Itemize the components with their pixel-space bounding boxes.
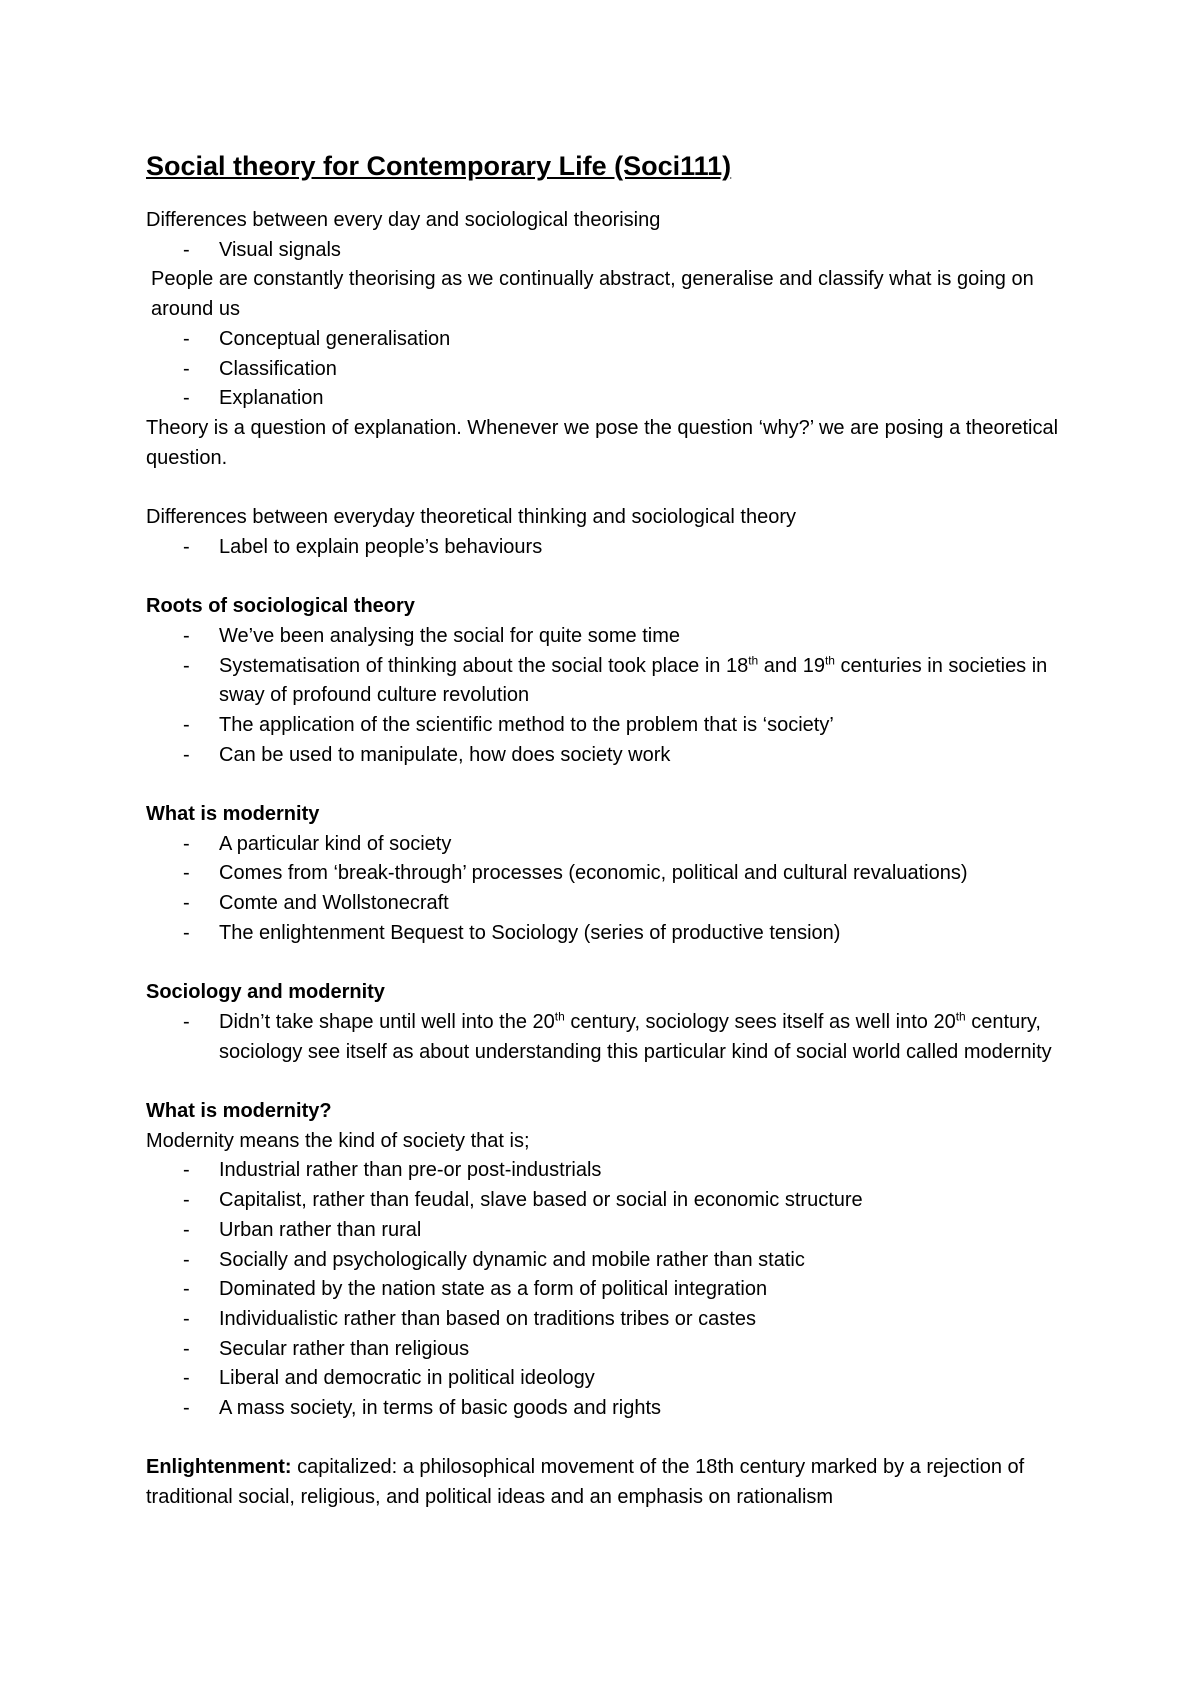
list-item: - Liberal and democratic in political ideology <box>146 1364 1076 1394</box>
section-sociology-and-modernity <box>146 978 1076 1067</box>
section-heading: Differences between every day and sociological theorising <box>146 209 661 231</box>
list-item: - Explanation <box>146 384 1076 414</box>
definition-text: capitalized: a philosophical movement of the 18th century marked by a rejection of traditional social, religious, and political ideas and an emphasis on rationalism <box>146 1456 1025 1509</box>
paragraph: Modernity means the kind of society that is; <box>146 1129 530 1152</box>
list-item: - Comes from ‘break-through’ processes (economic, political and cultural revaluations) <box>146 859 1076 889</box>
list-item: - Classification <box>146 355 1076 385</box>
definition-paragraph <box>146 1453 1076 1512</box>
list-item: - Individualistic rather than based on traditions tribes or castes <box>146 1305 1076 1335</box>
section-heading: Roots of sociological theory <box>146 595 415 618</box>
superscript: th <box>824 652 835 667</box>
list-item: - We’ve been analysing the social for quite some time <box>146 622 1076 652</box>
list-item: - A mass society, in terms of basic goods and rights <box>146 1394 1076 1424</box>
section-everyday-theoretical-thinking <box>146 503 1076 562</box>
section-heading: What is modernity <box>146 803 320 826</box>
text-run: century, sociology see itself as about understanding this particular kind of social world called modernity <box>219 1010 1052 1063</box>
list-item: - Industrial rather than pre-or post-industrials <box>146 1156 1076 1186</box>
text-run: Systematisation of thinking about the social took place in 18 <box>219 654 749 677</box>
superscript: th <box>554 1009 565 1024</box>
superscript: th <box>955 1009 966 1024</box>
list-item: - Capitalist, rather than feudal, slave based or social in economic structure <box>146 1186 1076 1216</box>
list-item: - The application of the scientific method to the problem that is ‘society’ <box>146 711 1076 741</box>
list-item: - Conceptual generalisation <box>146 325 1076 355</box>
bullet-list <box>146 236 1076 266</box>
superscript: th <box>748 652 759 667</box>
paragraph: People are constantly theorising as we continually abstract, generalise and classify what is going on around us <box>151 268 1034 321</box>
page-title: Social theory for Contemporary Life (Soci111) <box>146 151 732 181</box>
list-item: - Dominated by the nation state as a form of political integration <box>146 1275 1076 1305</box>
bullet-list <box>146 622 1076 771</box>
bullet-list <box>146 830 1076 949</box>
bullet-list <box>146 325 1076 414</box>
text-run: Didn’t take shape until well into the 20 <box>219 1010 555 1033</box>
bullet-list <box>146 1008 1076 1067</box>
section-heading: Sociology and modernity <box>146 981 385 1004</box>
list-item: - The enlightenment Bequest to Sociology (series of productive tension) <box>146 919 1076 949</box>
list-item: - Label to explain people’s behaviours <box>146 533 1076 563</box>
list-item <box>146 1008 1076 1067</box>
bullet-list <box>146 1156 1076 1423</box>
section-everyday-vs-sociological <box>146 206 1076 473</box>
text-run: and 19 <box>758 654 825 677</box>
list-item: - Can be used to manipulate, how does society work <box>146 741 1076 771</box>
bullet-list <box>146 533 1076 563</box>
section-heading: Differences between everyday theoretical thinking and sociological theory <box>146 506 797 529</box>
paragraph: Theory is a question of explanation. Whenever we pose the question ‘why?’ we are posing a theoretical question. <box>146 416 1059 469</box>
section-what-is-modernity <box>146 800 1076 949</box>
section-heading: What is modernity? <box>146 1100 332 1123</box>
list-item: - Secular rather than religious <box>146 1335 1076 1365</box>
section-what-is-modernity-question <box>146 1097 1076 1424</box>
definition-term: Enlightenment: <box>146 1456 292 1479</box>
list-item: - Urban rather than rural <box>146 1216 1076 1246</box>
list-item: - Socially and psychologically dynamic and mobile rather than static <box>146 1246 1076 1276</box>
text-run: century, sociology sees itself as well into 20 <box>564 1010 956 1033</box>
text-run: centuries in societies in sway of profound culture revolution <box>219 654 1048 707</box>
list-item: - Visual signals <box>146 236 1076 266</box>
list-item: - A particular kind of society <box>146 830 1076 860</box>
list-item: - Comte and Wollstonecraft <box>146 889 1076 919</box>
list-item <box>146 652 1076 711</box>
section-roots-of-sociological-theory <box>146 592 1076 770</box>
